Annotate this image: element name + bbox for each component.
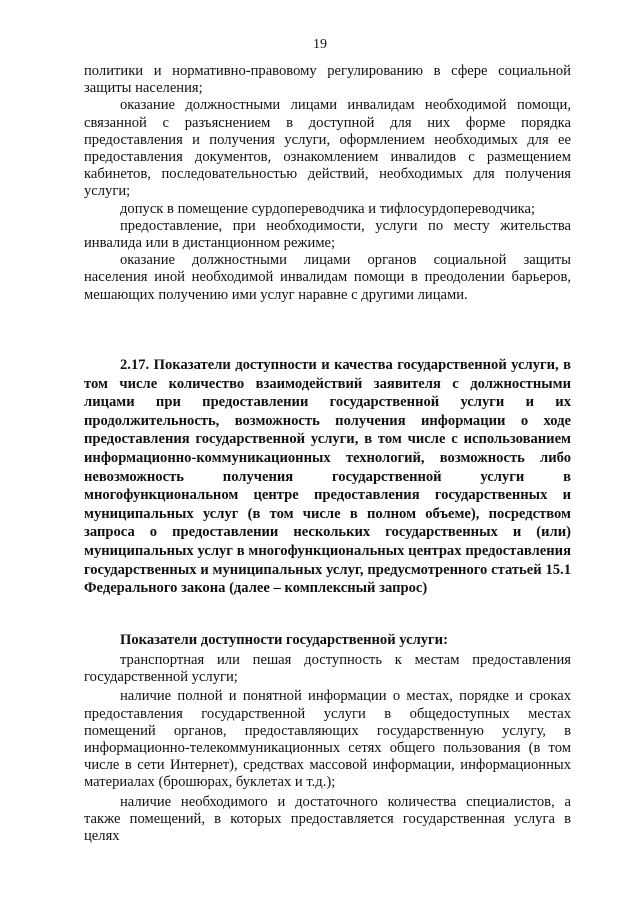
availability-subheading: Показатели доступности государственной услуги: bbox=[120, 632, 448, 648]
paragraph-remote-service: предоставление, при необходимости, услуги по месту жительства инвалида или в дистанционном режиме; bbox=[84, 217, 571, 252]
paragraph-sign-language: допуск в помещение сурдопереводчика и тифлосурдопереводчика; bbox=[120, 200, 536, 217]
top-text-block bbox=[84, 63, 571, 304]
paragraph-continuation: политики и нормативно-правовому регулированию в сфере социальной защиты населения; bbox=[84, 63, 571, 97]
paragraph-information: наличие полной и понятной информации о местах, порядке и сроках предоставления государственной услуги в общедоступных местах помещений органов, предоставляющих государственную услугу, в информационно-телекоммуникационных сетях общего пользования (в том числе в сети Интернет), средствах массовой информации, информационных материалах (брошюрах, буклетах и т.д.); bbox=[84, 688, 571, 791]
paragraph-assistance: оказание должностными лицами инвалидам необходимой помощи, связанной с разъяснением в доступной для них форме порядка предоставления и получения услуги, оформлением необходимых для ее предоставления документов, ознакомлением инвалидов с размещением кабинетов, последовательностью действий, необходимых для получения услуги; bbox=[84, 97, 571, 200]
paragraph-barrier-help: оказание должностными лицами органов социальной защиты населения иной необходимой инвалидам помощи в преодолении барьеров, мешающих получению ими услуг наравне с другими лицами. bbox=[84, 252, 571, 303]
availability-text-block bbox=[84, 652, 571, 845]
page-number: 19 bbox=[313, 37, 327, 52]
paragraph-specialists: наличие необходимого и достаточного количества специалистов, а также помещений, в которых предоставляется государственная услуга в целях bbox=[84, 793, 571, 845]
section-heading: 2.17. Показатели доступности и качества государственной услуги, в том числе количество взаимодействий заявителя с должностными лицами при предоставлении государственной услуги и их продолжительность, возможность получения информации о ходе предоставления государственной услуги, в том числе с использованием информационно-коммуникационных технологий, возможность либо невозможность получения государственной услуги в многофункциональном центре предоставления государственных и муниципальных услуг (в том числе в полном объеме), посредством запроса о предоставлении нескольких государственных и (или) муниципальных услуг в многофункциональных центрах предоставления государственных и муниципальных услуг, предусмотренного статьей 15.1 Федерального закона (далее – комплексный запрос) bbox=[84, 357, 571, 597]
paragraph-transport: транспортная или пешая доступность к местам предоставления государственной услуги; bbox=[84, 652, 571, 686]
